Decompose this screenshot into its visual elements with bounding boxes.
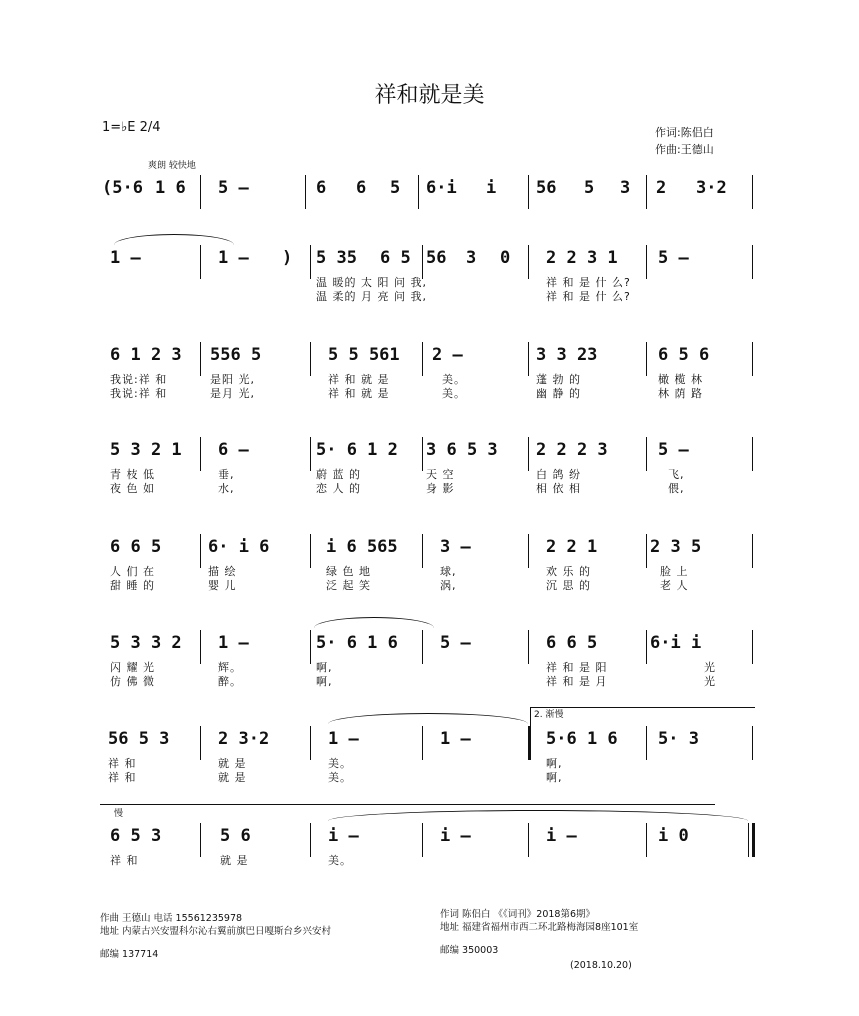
note-group: 3 <box>466 248 477 268</box>
lyric-line: 温 柔的 月 亮 问 我, <box>316 290 427 303</box>
note-group: 2 3·2 <box>218 729 270 749</box>
note-group: i – <box>440 826 471 846</box>
lyric-line: 相 依 相 <box>536 482 581 495</box>
lyric-line: 偎, <box>668 482 685 495</box>
lyric-line: 美。 <box>328 771 352 784</box>
note-group: 5·6 1 6 <box>546 729 618 749</box>
note-group: 5 35 <box>316 248 357 268</box>
lyric-line: 林 荫 路 <box>658 387 703 400</box>
note-group: 1 – <box>218 633 249 653</box>
lyric-line: 橄 榄 林 <box>658 373 703 386</box>
key-signature: 1=♭E 2/4 <box>102 120 161 135</box>
note-group: i <box>486 178 497 198</box>
lyric-line: 啊, <box>316 675 333 688</box>
lyric-line: 飞, <box>668 468 685 481</box>
note-group: 1 – <box>328 729 359 749</box>
lyric-line: 我说:祥 和 <box>110 373 168 386</box>
note-group: 6 6 5 <box>546 633 598 653</box>
lyric-line: 就 是 <box>218 771 247 784</box>
lyric-line: 美。 <box>328 854 352 867</box>
lyric-line: 水, <box>218 482 235 495</box>
note-group: (5·6 <box>102 178 143 198</box>
lyric-line: 涡, <box>440 579 457 592</box>
note-group: 5 – <box>440 633 471 653</box>
note-group: 5 – <box>658 440 689 460</box>
note-group: 1 – <box>440 729 471 749</box>
lyric-line: 婴 儿 <box>208 579 237 592</box>
note-group: 0 <box>500 248 511 268</box>
lyric-line: 垂, <box>218 468 235 481</box>
composer-zip: 邮编 137714 <box>100 949 159 960</box>
lyric-line: 祥 和 就 是 <box>328 387 390 400</box>
note-group: i – <box>328 826 359 846</box>
lyric-line: 欢 乐 的 <box>546 565 591 578</box>
lyric-line: 球, <box>440 565 457 578</box>
lyric-line: 美。 <box>328 757 352 770</box>
note-group: ) <box>282 248 293 268</box>
date-stamp: (2018.10.20) <box>570 960 632 971</box>
note-group: 6 5 <box>380 248 411 268</box>
tempo-change-marking: 慢 <box>114 809 124 819</box>
lyric-line: 祥 和 <box>110 854 139 867</box>
lyric-line: 祥 和 <box>108 771 137 784</box>
note-group: 6·i i <box>650 633 702 653</box>
note-group: 5 <box>584 178 595 198</box>
note-group: 5 <box>390 178 401 198</box>
lyric-line: 祥 和 是 什 么? <box>546 290 631 303</box>
note-group: 2 2 3 1 <box>546 248 618 268</box>
lyric-line: 啊, <box>546 771 563 784</box>
lyric-line: 身 影 <box>426 482 455 495</box>
note-group: 2 – <box>432 345 463 365</box>
lyric-line: 恋 人 的 <box>316 482 361 495</box>
note-group: 5· 3 <box>658 729 699 749</box>
note-group: 1 – <box>218 248 249 268</box>
lyric-line: 就 是 <box>220 854 249 867</box>
note-group: 5· 6 1 2 <box>316 440 398 460</box>
tempo-marking: 爽朗 较快地 <box>148 161 196 171</box>
note-group: 56 <box>536 178 557 198</box>
note-group: 3 <box>620 178 631 198</box>
lyric-line: 泛 起 笑 <box>326 579 371 592</box>
lyric-line: 光 <box>704 675 716 688</box>
lyric-line: 蔚 蓝 的 <box>316 468 361 481</box>
note-group: 6 5 3 <box>110 826 162 846</box>
lyric-line: 沉 思 的 <box>546 579 591 592</box>
lyricist-source: 作词 陈侣白 《《词刊》2018第6期》 <box>440 909 596 920</box>
lyric-line: 仿 佛 微 <box>110 675 155 688</box>
lyric-line: 夜 色 如 <box>110 482 155 495</box>
lyric-line: 蓬 勃 的 <box>536 373 581 386</box>
note-group: 6 <box>316 178 327 198</box>
lyric-line: 幽 静 的 <box>536 387 581 400</box>
note-group: i 0 <box>658 826 689 846</box>
note-group: 2 <box>656 178 667 198</box>
note-group: i – <box>546 826 577 846</box>
note-group: 6 5 6 <box>658 345 710 365</box>
note-group: 5 – <box>658 248 689 268</box>
note-group: 56 <box>426 248 447 268</box>
note-group: 6 – <box>218 440 249 460</box>
note-group: 5 – <box>218 178 249 198</box>
composer-address: 地址 内蒙古兴安盟科尔沁右翼前旗巴日嘎斯台乡兴安村 <box>100 926 332 937</box>
lyric-line: 美。 <box>442 387 466 400</box>
lyric-line: 我说:祥 和 <box>110 387 168 400</box>
lyric-line: 祥 和 就 是 <box>328 373 390 386</box>
composer-credit: 作曲:王德山 <box>655 143 714 156</box>
lyric-line: 闪 耀 光 <box>110 661 155 674</box>
note-group: 6 1 2 3 <box>110 345 182 365</box>
note-group: 2 2 1 <box>546 537 598 557</box>
lyric-line: 人 们 在 <box>110 565 155 578</box>
note-group: 6 <box>356 178 367 198</box>
note-group: 5 3 2 1 <box>110 440 182 460</box>
lyric-line: 醉。 <box>218 675 242 688</box>
note-group: 1 6 <box>155 178 186 198</box>
volta-marking: 2. 渐慢 <box>534 710 564 720</box>
lyric-line: 甜 睡 的 <box>110 579 155 592</box>
note-group: 2 3 5 <box>650 537 702 557</box>
note-group: 3 – <box>440 537 471 557</box>
note-group: 6·i <box>426 178 457 198</box>
note-group: 6 6 5 <box>110 537 162 557</box>
lyric-line: 天 空 <box>426 468 455 481</box>
lyric-line: 是月 光, <box>210 387 255 400</box>
lyric-line: 祥 和 是 月 <box>546 675 608 688</box>
note-group: 5 6 <box>220 826 251 846</box>
note-group: 5· 6 1 6 <box>316 633 398 653</box>
lyricist-address: 地址 福建省福州市西二环北路梅海园8座101室 <box>440 922 639 933</box>
lyric-line: 脸 上 <box>660 565 689 578</box>
lyricist-credit: 作词:陈侣白 <box>655 126 714 139</box>
note-group: 5 5 561 <box>328 345 400 365</box>
note-group: 556 5 <box>210 345 262 365</box>
lyric-line: 温 暖的 太 阳 问 我, <box>316 276 427 289</box>
note-group: 56 5 3 <box>108 729 170 749</box>
lyric-line: 啊, <box>316 661 333 674</box>
note-group: 1 – <box>110 248 141 268</box>
lyric-line: 辉。 <box>218 661 242 674</box>
note-group: 5 3 3 2 <box>110 633 182 653</box>
lyric-line: 白 鸽 纷 <box>536 468 581 481</box>
lyricist-zip: 邮编 350003 <box>440 945 499 956</box>
lyric-line: 青 枝 低 <box>110 468 155 481</box>
lyric-line: 绿 色 地 <box>326 565 371 578</box>
lyric-line: 老 人 <box>660 579 689 592</box>
note-group: 6· i 6 <box>208 537 270 557</box>
note-group: 3 3 23 <box>536 345 598 365</box>
lyric-line: 就 是 <box>218 757 247 770</box>
lyric-line: 描 绘 <box>208 565 237 578</box>
page-title: 祥和就是美 <box>374 83 485 108</box>
lyric-line: 祥 和 <box>108 757 137 770</box>
lyric-line: 祥 和 是 阳 <box>546 661 608 674</box>
lyric-line: 啊, <box>546 757 563 770</box>
note-group: 2 2 2 3 <box>536 440 608 460</box>
composer-contact: 作曲 王德山 电话 15561235978 <box>100 913 243 924</box>
note-group: 3 6 5 3 <box>426 440 498 460</box>
note-group: i 6 565 <box>326 537 398 557</box>
lyric-line: 祥 和 是 什 么? <box>546 276 631 289</box>
note-group: 3·2 <box>696 178 727 198</box>
lyric-line: 是阳 光, <box>210 373 255 386</box>
lyric-line: 光 <box>704 661 716 674</box>
lyric-line: 美。 <box>442 373 466 386</box>
